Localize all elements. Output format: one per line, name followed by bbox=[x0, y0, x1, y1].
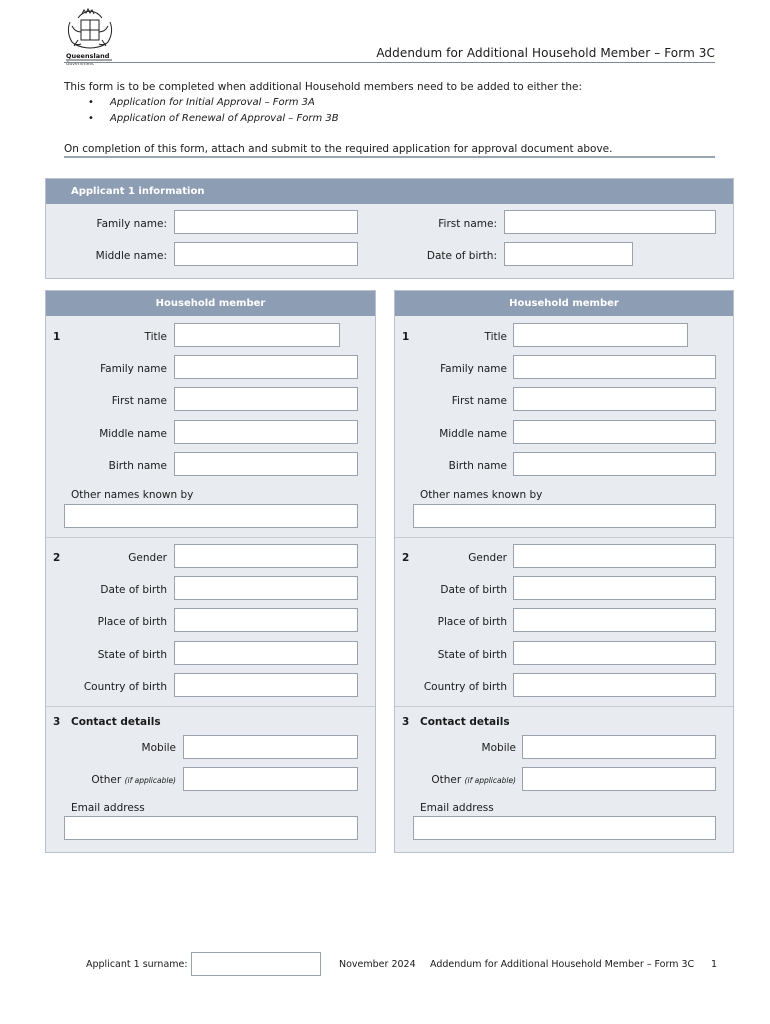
intro-bullet-item: • Application of Renewal of Approval – Form 3B bbox=[88, 111, 724, 127]
title-input[interactable] bbox=[513, 323, 688, 347]
dob-input[interactable] bbox=[513, 576, 716, 600]
middle-name-input[interactable] bbox=[174, 420, 358, 444]
intro-lead: This form is to be completed when additional Household members need to be added to either the: bbox=[64, 81, 583, 93]
other-contact-label: Other (if applicable) bbox=[431, 774, 516, 786]
other-contact-label: Other (if applicable) bbox=[91, 774, 176, 786]
applicant-middle-name-label: Middle name: bbox=[95, 250, 167, 262]
state-of-birth-input[interactable] bbox=[513, 641, 716, 665]
applicant-panel bbox=[45, 178, 734, 279]
contact-details-heading: Contact details bbox=[420, 716, 510, 728]
bullet-icon: • bbox=[88, 113, 94, 124]
logo-subtext: Government bbox=[66, 62, 95, 66]
middle-name-label: Middle name bbox=[439, 428, 507, 440]
applicant-surname-input[interactable] bbox=[191, 952, 321, 976]
country-of-birth-label: Country of birth bbox=[423, 681, 507, 693]
applicant-first-name-input[interactable] bbox=[504, 210, 716, 234]
middle-name-input[interactable] bbox=[513, 420, 716, 444]
if-applicable-note: (if applicable) bbox=[124, 776, 176, 785]
state-of-birth-label: State of birth bbox=[437, 649, 507, 661]
other-names-input[interactable] bbox=[64, 504, 358, 528]
queensland-government-logo bbox=[64, 8, 116, 66]
family-name-label: Family name bbox=[440, 363, 507, 375]
dob-label: Date of birth bbox=[440, 584, 507, 596]
birth-name-input[interactable] bbox=[513, 452, 716, 476]
email-input[interactable] bbox=[64, 816, 358, 840]
intro-bullet-item: • Application for Initial Approval – Form 3A bbox=[88, 95, 724, 111]
intro-section bbox=[64, 79, 724, 157]
section-3-number: 3 bbox=[402, 716, 410, 728]
section-1-number: 1 bbox=[53, 331, 61, 343]
place-of-birth-label: Place of birth bbox=[437, 616, 507, 628]
section-divider bbox=[46, 537, 375, 538]
other-contact-input[interactable] bbox=[522, 767, 716, 791]
other-contact-input[interactable] bbox=[183, 767, 358, 791]
email-label: Email address bbox=[420, 802, 494, 814]
country-of-birth-input[interactable] bbox=[513, 673, 716, 697]
family-name-input[interactable] bbox=[174, 355, 358, 379]
state-of-birth-label: State of birth bbox=[97, 649, 167, 661]
household-member-heading: Household member bbox=[395, 291, 733, 316]
applicant-family-name-label: Family name: bbox=[96, 218, 167, 230]
gender-label: Gender bbox=[468, 552, 507, 564]
applicant-dob-label: Date of birth: bbox=[426, 250, 497, 262]
birth-name-input[interactable] bbox=[174, 452, 358, 476]
applicant-middle-name-input[interactable] bbox=[174, 242, 358, 266]
country-of-birth-input[interactable] bbox=[174, 673, 358, 697]
family-name-input[interactable] bbox=[513, 355, 716, 379]
applicant-family-name-input[interactable] bbox=[174, 210, 358, 234]
other-names-label: Other names known by bbox=[71, 489, 194, 501]
section-divider bbox=[395, 706, 733, 707]
page-number: 1 bbox=[711, 959, 718, 970]
country-of-birth-label: Country of birth bbox=[83, 681, 167, 693]
state-of-birth-input[interactable] bbox=[174, 641, 358, 665]
birth-name-label: Birth name bbox=[108, 460, 167, 472]
mobile-input[interactable] bbox=[522, 735, 716, 759]
section-3-number: 3 bbox=[53, 716, 61, 728]
if-applicable-note: (if applicable) bbox=[464, 776, 516, 785]
footer-date: November 2024 bbox=[339, 959, 416, 970]
section-divider bbox=[395, 537, 733, 538]
intro-bullet-list bbox=[88, 95, 724, 127]
title-label: Title bbox=[144, 331, 167, 343]
place-of-birth-input[interactable] bbox=[174, 608, 358, 632]
gender-label: Gender bbox=[128, 552, 167, 564]
mobile-input[interactable] bbox=[183, 735, 358, 759]
other-names-input[interactable] bbox=[413, 504, 716, 528]
place-of-birth-input[interactable] bbox=[513, 608, 716, 632]
footer-form-title: Addendum for Additional Household Member – Form 3C bbox=[430, 959, 695, 970]
section-1-number: 1 bbox=[402, 331, 410, 343]
section-2-number: 2 bbox=[53, 552, 61, 564]
section-divider bbox=[46, 706, 375, 707]
household-member-panel-2 bbox=[394, 290, 734, 853]
dob-input[interactable] bbox=[174, 576, 358, 600]
first-name-input[interactable] bbox=[174, 387, 358, 411]
intro-divider bbox=[64, 156, 715, 158]
birth-name-label: Birth name bbox=[448, 460, 507, 472]
family-name-label: Family name bbox=[100, 363, 167, 375]
header-divider bbox=[64, 62, 715, 63]
applicant-panel-heading: Applicant 1 information bbox=[46, 179, 733, 204]
form-title: Addendum for Additional Household Member – Form 3C bbox=[376, 46, 715, 60]
household-member-heading: Household member bbox=[46, 291, 375, 316]
email-input[interactable] bbox=[413, 816, 716, 840]
place-of-birth-label: Place of birth bbox=[97, 616, 167, 628]
email-label: Email address bbox=[71, 802, 145, 814]
dob-label: Date of birth bbox=[100, 584, 167, 596]
other-names-label: Other names known by bbox=[420, 489, 543, 501]
title-label: Title bbox=[484, 331, 507, 343]
gender-input[interactable] bbox=[513, 544, 716, 568]
middle-name-label: Middle name bbox=[99, 428, 167, 440]
title-input[interactable] bbox=[174, 323, 340, 347]
section-2-number: 2 bbox=[402, 552, 410, 564]
intro-note: On completion of this form, attach and submit to the required application for approval document above. bbox=[64, 143, 613, 155]
first-name-label: First name bbox=[111, 395, 167, 407]
applicant-dob-input[interactable] bbox=[504, 242, 633, 266]
household-member-panel-1 bbox=[45, 290, 376, 853]
page-footer bbox=[0, 952, 770, 978]
bullet-icon: • bbox=[88, 97, 94, 108]
first-name-input[interactable] bbox=[513, 387, 716, 411]
mobile-label: Mobile bbox=[141, 742, 176, 754]
applicant-surname-label: Applicant 1 surname: bbox=[86, 959, 188, 970]
logo-text: Queensland bbox=[66, 52, 110, 60]
contact-details-heading: Contact details bbox=[71, 716, 161, 728]
first-name-label: First name bbox=[451, 395, 507, 407]
gender-input[interactable] bbox=[174, 544, 358, 568]
applicant-first-name-label: First name: bbox=[438, 218, 497, 230]
mobile-label: Mobile bbox=[481, 742, 516, 754]
